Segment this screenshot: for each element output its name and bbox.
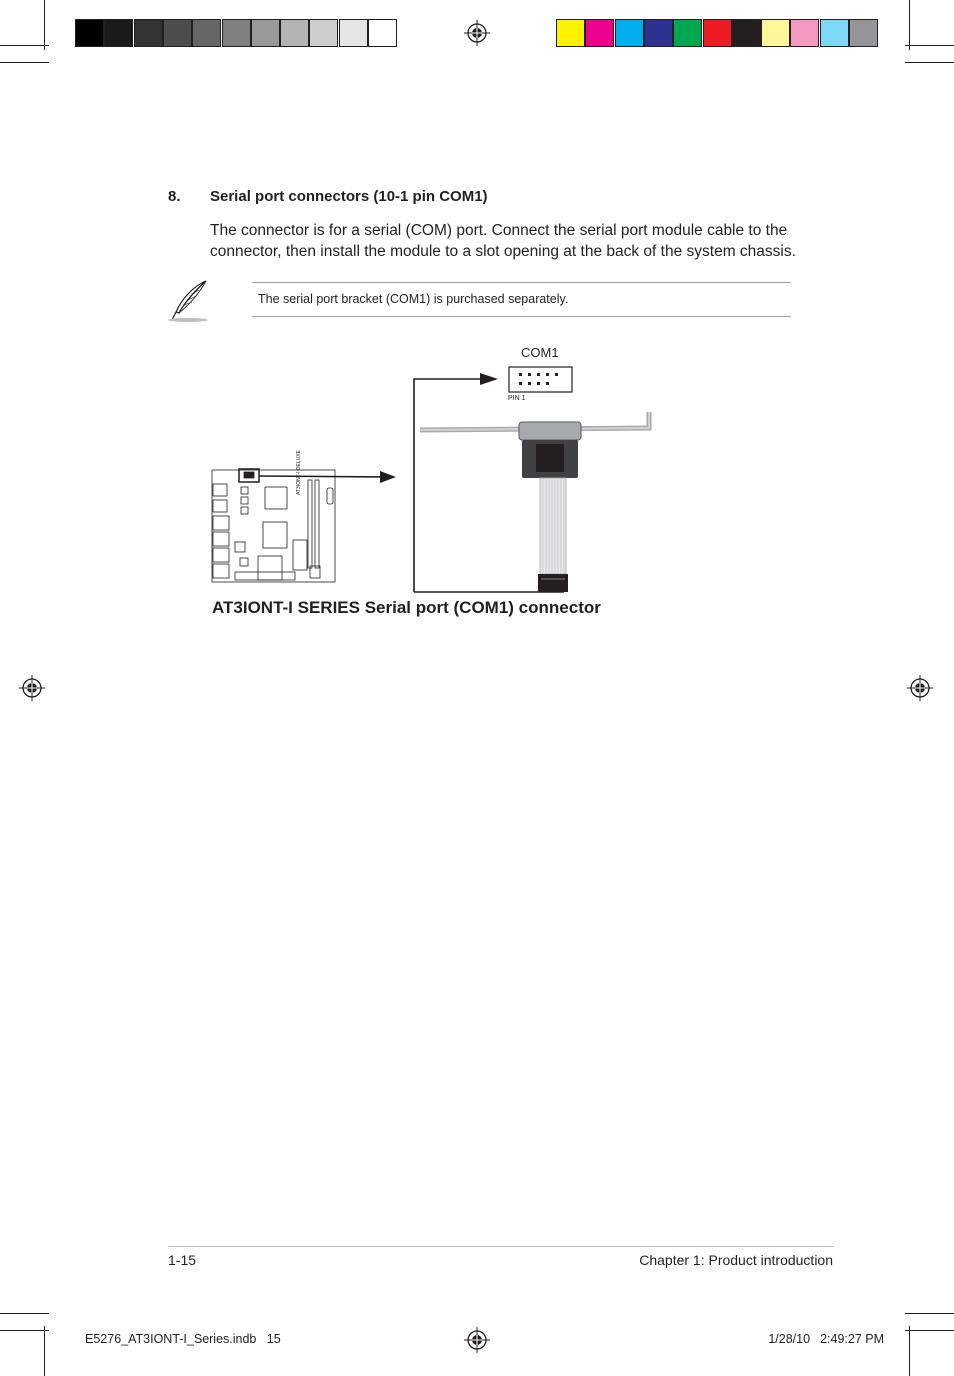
leader-line	[414, 379, 496, 592]
color-swatch	[163, 19, 192, 47]
color-swatch	[849, 19, 878, 47]
color-swatch	[820, 19, 849, 47]
arrow-head	[480, 373, 498, 385]
color-swatch	[75, 19, 104, 47]
color-swatch	[192, 19, 221, 47]
pin1-label: PIN 1	[508, 395, 526, 402]
slug-date: 1/28/10	[768, 1332, 811, 1346]
registration-mark-icon	[907, 675, 933, 701]
serial-port-bracket	[420, 412, 649, 592]
color-swatch	[556, 19, 585, 47]
board-label: AT3IONT-I DELUXE	[296, 450, 302, 495]
section-body: The connector is for a serial (COM) port. Connect the serial port module cable to the connector, then install the module to a slot opening at the back of the system chassis.	[210, 222, 796, 260]
note-top-rule	[252, 282, 791, 283]
section-number: 8.	[168, 188, 181, 205]
color-swatch	[732, 19, 761, 47]
color-swatch	[761, 19, 790, 47]
color-swatch	[339, 19, 368, 47]
slug-timestamp	[758, 1332, 884, 1346]
section-heading	[168, 188, 488, 205]
page-number: 1-15	[168, 1252, 197, 1268]
chapter-title: Chapter 1: Product introduction	[639, 1252, 833, 1268]
com1-connector-diagram	[200, 360, 660, 595]
registration-mark-icon	[464, 1327, 490, 1353]
color-swatch	[309, 19, 338, 47]
motherboard-layout	[212, 469, 335, 582]
color-swatch	[790, 19, 819, 47]
slug-time: 2:49:27 PM	[820, 1332, 884, 1346]
feather-pen-icon	[166, 278, 212, 324]
note-bottom-rule	[252, 316, 791, 317]
color-swatch	[251, 19, 280, 47]
registration-mark-icon	[19, 675, 45, 701]
color-swatch	[280, 19, 309, 47]
com1-label: COM1	[521, 345, 559, 360]
color-swatch	[368, 19, 397, 47]
note-text: The serial port bracket (COM1) is purchased separately.	[258, 292, 569, 306]
color-swatch	[703, 19, 732, 47]
color-swatch	[104, 19, 133, 47]
section-title: Serial port connectors (10-1 pin COM1)	[210, 188, 488, 205]
color-swatch	[585, 19, 614, 47]
figure-caption: AT3IONT-I SERIES Serial port (COM1) connector	[212, 598, 601, 617]
color-swatch	[673, 19, 702, 47]
color-swatch	[644, 19, 673, 47]
color-swatch	[134, 19, 163, 47]
com1-pin-header	[509, 367, 572, 392]
slug-filename: E5276_AT3IONT-I_Series.indb 15	[85, 1332, 281, 1346]
color-swatch	[222, 19, 251, 47]
color-swatch	[615, 19, 644, 47]
registration-mark-icon	[464, 20, 490, 46]
footer-rule	[168, 1246, 834, 1247]
